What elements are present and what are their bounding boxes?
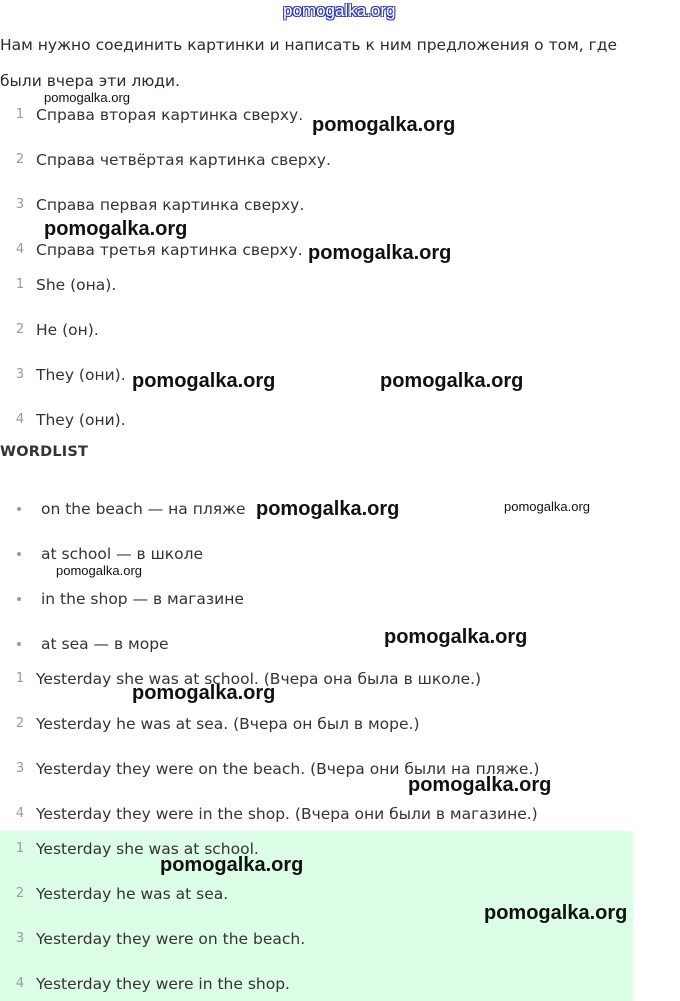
header-watermark: pomogalka.org [283, 1, 396, 20]
bullet-icon [17, 552, 21, 556]
watermark: pomogalka.org [44, 218, 188, 240]
item-text: Yesterday they were on the beach. (Вчера они были на пляже.) [36, 760, 540, 778]
item-number: 1 [15, 107, 25, 122]
item-text: He (он). [36, 321, 99, 339]
watermark: pomogalka.org [484, 902, 628, 924]
item-number: 4 [15, 976, 25, 991]
item-number: 1 [15, 671, 25, 686]
item-text: Справа третья картинка сверху. [36, 241, 303, 259]
wordlist-heading: WORDLIST [0, 444, 89, 460]
bullet-icon [17, 597, 21, 601]
item-number: 1 [15, 277, 25, 292]
item-text: Yesterday they were on the beach. [36, 930, 306, 948]
item-text: Yesterday they were in the shop. [36, 975, 290, 993]
item-text: Yesterday he was at sea. (Вчера он был в море.) [36, 715, 420, 733]
item-text: at school — в школе [41, 545, 204, 563]
watermark: pomogalka.org [504, 499, 590, 514]
bullet-icon [17, 507, 21, 511]
item-number: 1 [15, 841, 25, 856]
watermark: pomogalka.org [380, 370, 524, 392]
watermark: pomogalka.org [408, 774, 552, 796]
item-number: 3 [15, 197, 25, 212]
intro-text: Нам нужно соединить картинки и написать к ним предложения о том, где были вчера эти люди. [0, 36, 618, 90]
item-number: 3 [15, 367, 25, 382]
watermark: pomogalka.org [132, 370, 276, 392]
item-text: She (она). [36, 276, 117, 294]
watermark: pomogalka.org [44, 90, 130, 105]
item-text: Справа четвёртая картинка сверху. [36, 151, 331, 169]
watermark: pomogalka.org [160, 854, 304, 876]
item-text: Yesterday he was at sea. [36, 885, 229, 903]
item-number: 2 [15, 886, 25, 901]
item-number: 4 [15, 412, 25, 427]
item-text: Yesterday she was at school. [36, 840, 259, 858]
watermark: pomogalka.org [308, 242, 452, 264]
item-number: 2 [15, 716, 25, 731]
item-text: at sea — в море [41, 635, 169, 653]
item-number: 4 [15, 242, 25, 257]
item-text: They (они). [36, 411, 126, 429]
item-number: 2 [15, 322, 25, 337]
item-number: 4 [15, 806, 25, 821]
item-text: Yesterday she was at school. (Вчера она была в школе.) [36, 670, 482, 688]
item-text: Yesterday they were in the shop. (Вчера они были в магазине.) [36, 805, 538, 823]
item-text: Справа первая картинка сверху. [36, 196, 305, 214]
item-number: 3 [15, 931, 25, 946]
bullet-icon [17, 642, 21, 646]
watermark: pomogalka.org [384, 626, 528, 648]
watermark: pomogalka.org [312, 114, 456, 136]
item-text: on the beach — на пляже [41, 500, 246, 518]
item-text: They (они). [36, 366, 126, 384]
item-number: 3 [15, 761, 25, 776]
watermark: pomogalka.org [256, 498, 400, 520]
item-text: Справа вторая картинка сверху. [36, 106, 304, 124]
item-text: in the shop — в магазине [41, 590, 244, 608]
watermark: pomogalka.org [132, 682, 276, 704]
item-number: 2 [15, 152, 25, 167]
watermark: pomogalka.org [56, 563, 142, 578]
